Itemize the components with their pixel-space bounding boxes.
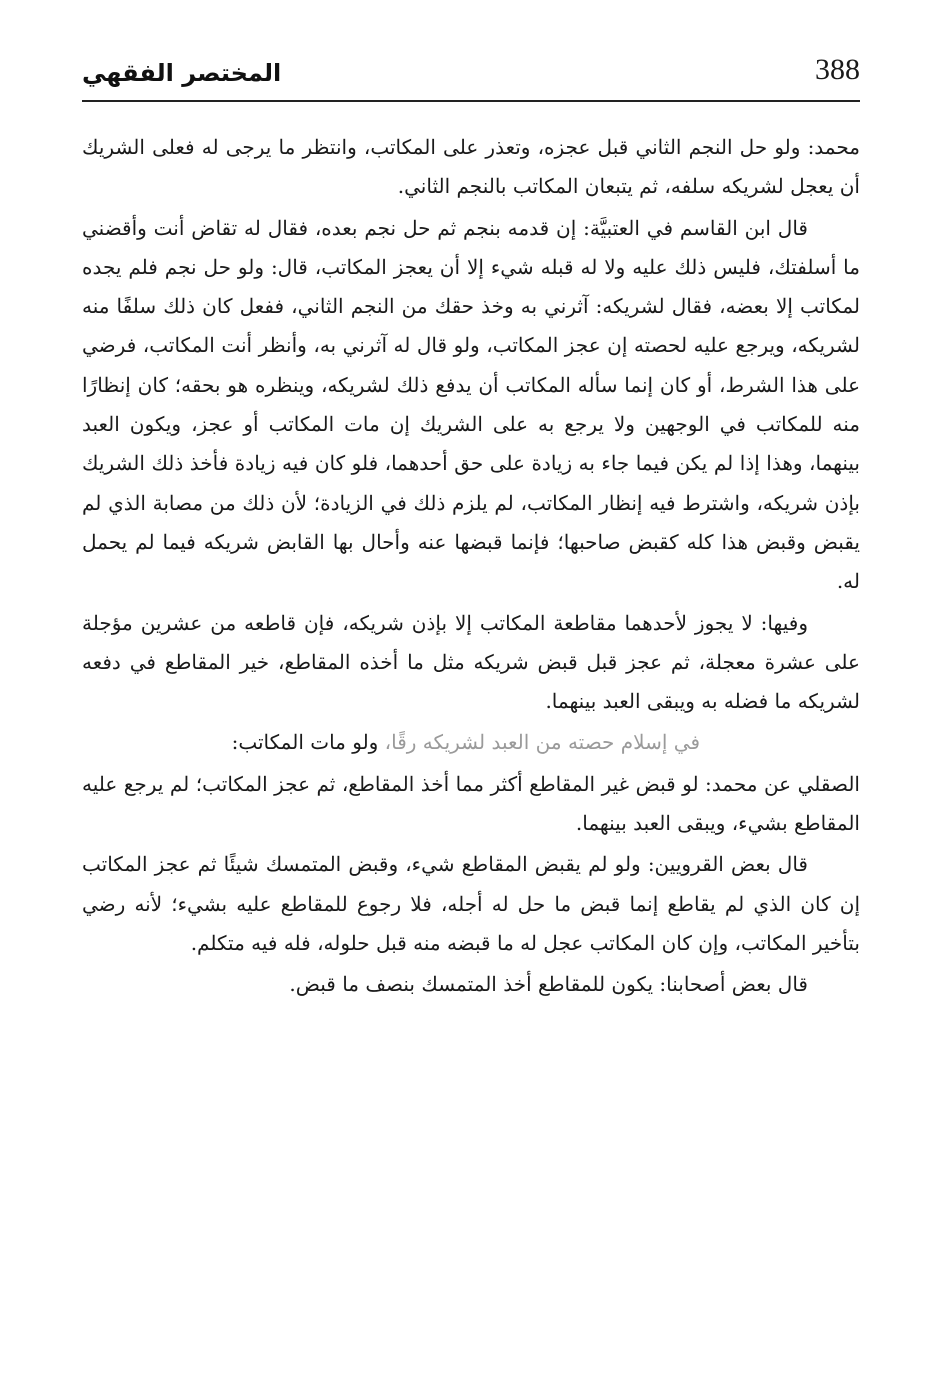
page-header [82, 50, 860, 96]
paragraph-3: وفيها: لا يجوز لأحدهما مقاطعة المكاتب إلا بإذن شريكه، فإن قاطعه من عشرين مؤجلة على عشرة معجلة، ثم عجز قبل قبض شريكه مثل ما أخذه المقاطع، خير المقاطع في دفعه لشريكه ما فضله به ويبقى العبد بينهما. [82, 610, 860, 714]
paragraph-4-text: ولو مات المكاتب: [231, 730, 379, 755]
page-number: 388 [815, 53, 860, 86]
paragraph-1: محمد: ولو حل النجم الثاني قبل عجزه، وتعذر على المكاتب، وانتظر ما يرجى له فعلى الشريك أن يعجل لشريكه سلفه، ثم يتبعان المكاتب بالنجم الثاني. [82, 135, 860, 199]
paragraph-4 [82, 723, 860, 762]
paragraph-6: قال بعض القرويين: ولو لم يقبض المقاطع شيء، وقبض المتمسك شيئًا ثم عجز المكاتب إن كان الذي لم يقاطع إنما قبض ما حل له أجله، فلا رجوع للمقاطع عليه بشيء؛ لأنه رضي بتأخير المكاتب، وإن كان المكاتب عجل له ما قبضه منه قبل حلوله، فله فيه متكلم. [82, 852, 860, 955]
paragraph-7: قال بعض أصحابنا: يكون للمقاطع أخذ المتمسك بنصف ما قبض. [289, 972, 808, 997]
body-text [82, 128, 860, 1007]
paragraph-2: قال ابن القاسم في العتبيَّة: إن قدمه بنجم ثم حل نجم بعده، فقال له تقاض أنت وأقضني ما أسلفتك، فليس ذلك عليه ولا له قبله شيء إلا أن يعجز المكاتب، قال: ولو حل نجم فلم يجده لمكاتب إلا بعضه، فقال لشريكه: آثرني به وخذ حقك من النجم الثاني، ففعل كان ذلك سلفًا منه لشريكه، ويرجع عليه لحصته إن عجز المكاتب، ولو قال له آثرني به، وأنظر أنت المكاتب، فرضي على هذا الشرط، أو كان إنما سأله المكاتب أن يدفع ذلك لشريكه، وينظره هو بحقه؛ كان إنظارًا منه للمكاتب في الوجهين ولا يرجع به على الشريك إن مات المكاتب أو عجز، ويكون العبد بينهما، وهذا إذا لم يكن فيما جاء به زيادة على حق أحدهما، فلو كان فيه زيادة فأخذ ذلك الشريك بإذن شريكه، واشترط فيه إنظار المكاتب، لم يلزم ذلك في الزيادة؛ لأن ذلك من مصابة الذي لم يقبض وقبض هذا كله كقبض صاحبها؛ فإنما قبضها عنه وأحال بها القابض شريكه فيما لم يحمل له. [82, 215, 860, 594]
paragraph-5: الصقلي عن محمد: لو قبض غير المقاطع أكثر مما أخذ المقاطع، ثم عجز المكاتب؛ لم يرجع عليه المقاطع بشيء، ويبقى العبد بينهما. [82, 771, 860, 836]
header-divider [82, 100, 860, 102]
faded-text: في إسلام حصته من العبد لشريكه رقًا، [378, 730, 700, 755]
running-title: المختصر الفقهي [82, 59, 282, 87]
